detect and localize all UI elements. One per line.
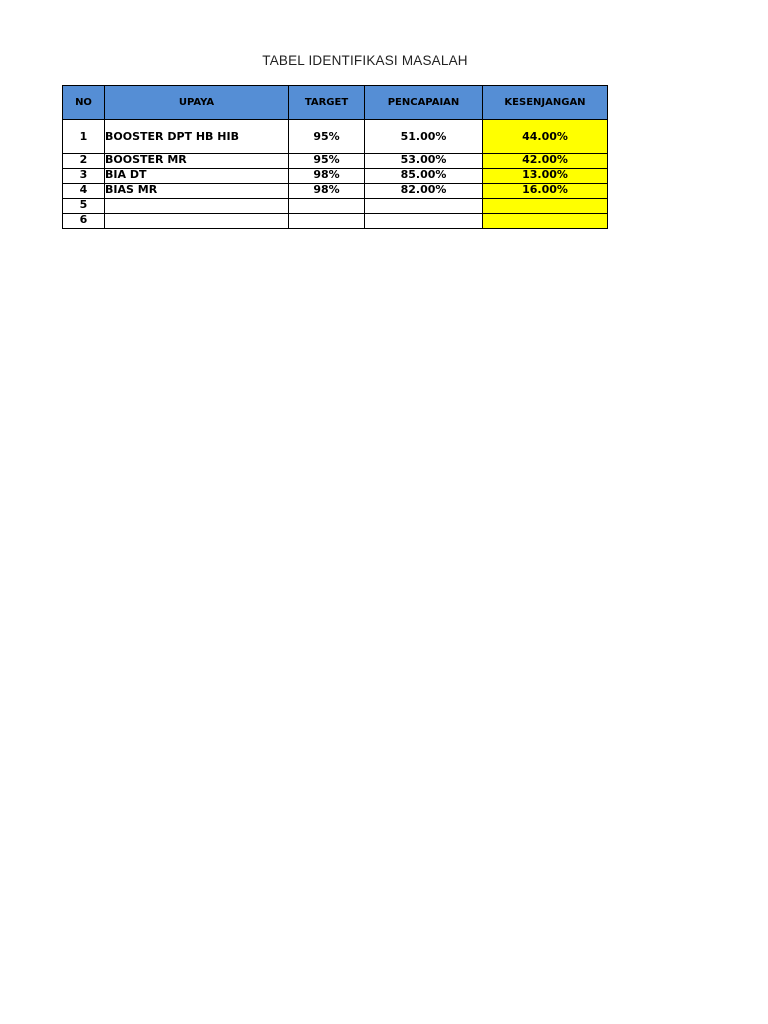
cell-pencapaian [365, 214, 483, 229]
cell-no: 2 [63, 154, 105, 169]
cell-upaya: BIAS MR [105, 184, 289, 199]
cell-pencapaian: 51.00% [365, 120, 483, 154]
table-row [63, 120, 608, 154]
cell-upaya: BOOSTER MR [105, 154, 289, 169]
document-title: TABEL IDENTIFIKASI MASALAH [262, 53, 468, 68]
table-header-row [63, 86, 608, 120]
table-row [63, 199, 608, 214]
header-pencapaian: PENCAPAIAN [365, 86, 483, 120]
cell-kesenjangan: 13.00% [483, 169, 608, 184]
header-target: TARGET [289, 86, 365, 120]
cell-no: 6 [63, 214, 105, 229]
cell-no: 1 [63, 120, 105, 154]
table-row [63, 214, 608, 229]
cell-pencapaian: 53.00% [365, 154, 483, 169]
cell-no: 5 [63, 199, 105, 214]
cell-upaya [105, 199, 289, 214]
header-upaya: UPAYA [105, 86, 289, 120]
table-row [63, 184, 608, 199]
cell-no: 4 [63, 184, 105, 199]
cell-target: 95% [289, 120, 365, 154]
cell-kesenjangan [483, 199, 608, 214]
cell-upaya [105, 214, 289, 229]
cell-target: 95% [289, 154, 365, 169]
cell-pencapaian [365, 199, 483, 214]
cell-pencapaian: 85.00% [365, 169, 483, 184]
cell-pencapaian: 82.00% [365, 184, 483, 199]
cell-kesenjangan: 42.00% [483, 154, 608, 169]
table-row [63, 154, 608, 169]
cell-kesenjangan: 44.00% [483, 120, 608, 154]
cell-kesenjangan: 16.00% [483, 184, 608, 199]
header-kesenjangan: KESENJANGAN [483, 86, 608, 120]
cell-target: 98% [289, 184, 365, 199]
cell-upaya: BIA DT [105, 169, 289, 184]
problem-identification-table [62, 85, 608, 229]
cell-upaya: BOOSTER DPT HB HIB [105, 120, 289, 154]
cell-kesenjangan [483, 214, 608, 229]
header-no: NO [63, 86, 105, 120]
table-row [63, 169, 608, 184]
cell-target: 98% [289, 169, 365, 184]
cell-no: 3 [63, 169, 105, 184]
cell-target [289, 214, 365, 229]
cell-target [289, 199, 365, 214]
